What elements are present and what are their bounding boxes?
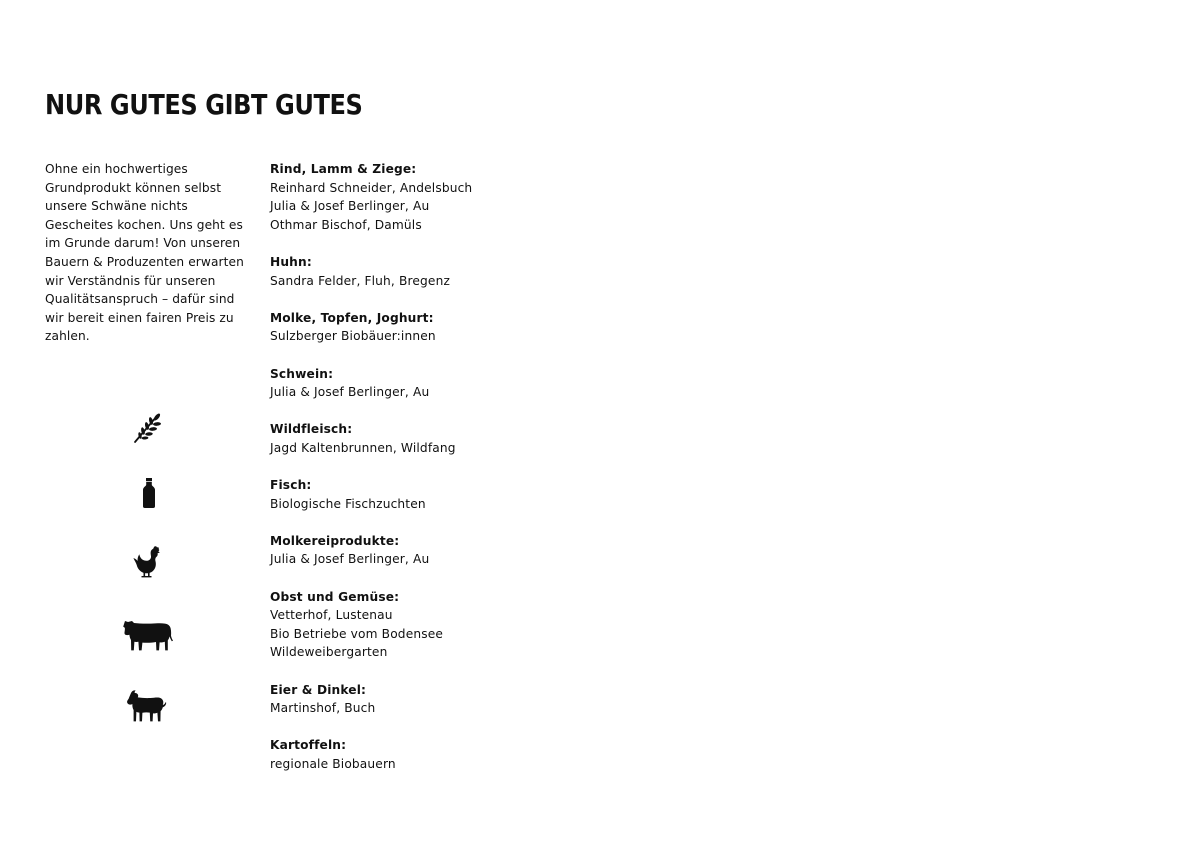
intro-line: unsere Schwäne nichts bbox=[45, 199, 188, 214]
intro-line: Grundprodukt können selbst bbox=[45, 180, 222, 195]
intro-line: im Grunde darum! Von unseren bbox=[45, 236, 241, 251]
supplier-group-kartoffeln bbox=[270, 736, 530, 773]
supplier-entry: Julia & Josef Berlinger, Au bbox=[270, 385, 430, 400]
supplier-entry: Martinshof, Buch bbox=[270, 701, 376, 716]
supplier-entry: Jagd Kaltenbrunnen, Wildfang bbox=[270, 440, 456, 455]
cow-icon bbox=[123, 617, 173, 651]
supplier-group-rind-lamm-ziege bbox=[270, 160, 530, 234]
supplier-heading: Fisch: bbox=[270, 478, 312, 493]
supplier-entry: Vetterhof, Lustenau bbox=[270, 608, 393, 623]
wheat-icon bbox=[131, 411, 165, 445]
intro-line: wir Verständnis für unseren bbox=[45, 273, 216, 288]
supplier-group-fisch bbox=[270, 476, 530, 513]
intro-line: Qualitätsanspruch – dafür sind bbox=[45, 292, 235, 307]
supplier-group-wildfleisch bbox=[270, 420, 530, 457]
supplier-group-obst-gemuese bbox=[270, 588, 530, 662]
supplier-heading: Rind, Lamm & Ziege: bbox=[270, 162, 417, 176]
milk-bottle-icon bbox=[141, 477, 157, 509]
supplier-group-molke bbox=[270, 309, 530, 346]
supplier-entry: Wildeweibergarten bbox=[270, 645, 388, 660]
supplier-entry: Othmar Bischof, Damüls bbox=[270, 217, 422, 232]
intro-line: Ohne ein hochwertiges bbox=[45, 162, 188, 176]
supplier-heading: Obst und Gemüse: bbox=[270, 589, 400, 604]
chicken-icon bbox=[132, 545, 164, 579]
supplier-entry: Reinhard Schneider, Andelsbuch bbox=[270, 180, 473, 195]
supplier-heading: Eier & Dinkel: bbox=[270, 682, 367, 697]
intro-line: wir bereit einen fairen Preis zu bbox=[45, 310, 234, 325]
supplier-group-schwein bbox=[270, 365, 530, 402]
supplier-list bbox=[270, 160, 530, 792]
page-title: NUR GUTES GIBT GUTES bbox=[45, 88, 363, 121]
supplier-heading: Molkereiprodukte: bbox=[270, 533, 400, 548]
supplier-group-eier-dinkel bbox=[270, 681, 530, 718]
supplier-entry: Biologische Fischzuchten bbox=[270, 496, 426, 511]
supplier-entry: Julia & Josef Berlinger, Au bbox=[270, 199, 430, 214]
supplier-entry: Bio Betriebe vom Bodensee bbox=[270, 626, 444, 641]
supplier-group-molkereiprodukte bbox=[270, 532, 530, 569]
supplier-heading: Wildfleisch: bbox=[270, 422, 353, 437]
supplier-group-huhn bbox=[270, 253, 530, 290]
intro-text bbox=[45, 160, 255, 346]
supplier-entry: regionale Biobauern bbox=[270, 757, 396, 771]
supplier-heading: Schwein: bbox=[270, 366, 334, 381]
intro-line: Bauern & Produzenten erwarten bbox=[45, 254, 244, 269]
supplier-heading: Molke, Topfen, Joghurt: bbox=[270, 310, 434, 325]
supplier-entry: Julia & Josef Berlinger, Au bbox=[270, 552, 430, 567]
supplier-entry: Sandra Felder, Fluh, Bregenz bbox=[270, 273, 450, 288]
goat-icon bbox=[127, 688, 167, 724]
supplier-entry: Sulzberger Biobäuer:innen bbox=[270, 329, 436, 344]
intro-line: zahlen. bbox=[45, 329, 90, 344]
intro-line: Gescheites kochen. Uns geht es bbox=[45, 217, 243, 232]
supplier-heading: Kartoffeln: bbox=[270, 738, 347, 753]
supplier-heading: Huhn: bbox=[270, 254, 312, 269]
